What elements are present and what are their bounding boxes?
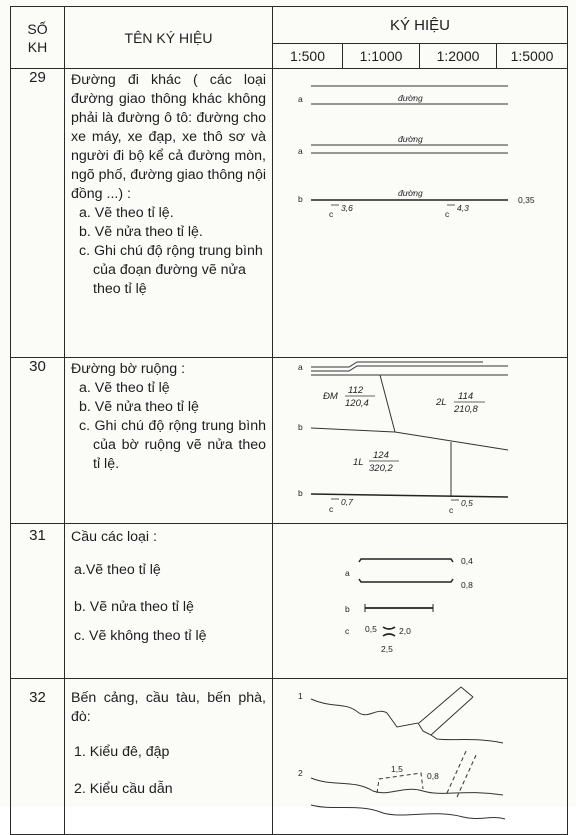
row-30-symbol — [273, 358, 568, 524]
header-number-line1: SỐ — [27, 20, 48, 37]
w2-value: 0,8 — [461, 580, 473, 590]
row-29-item-a: a. Vẽ theo tỉ lệ. — [79, 205, 174, 221]
c2-value: 0,5 — [461, 498, 473, 508]
row-30-number: 30 — [11, 358, 65, 524]
parcel-3-bottom: 320,2 — [369, 463, 393, 474]
scale-5000: 1:5000 — [497, 44, 568, 69]
row-32-item-2: 2. Kiểu cầu dẫn — [74, 781, 173, 797]
row-30-item-b: b. Vẽ nửa theo tỉ lệ — [79, 399, 199, 415]
row-29-item-c: c. Ghi chú độ rộng trung bình của đoạn đường vẽ nửa theo tỉ lệ — [79, 243, 263, 297]
row-32 — [11, 679, 568, 835]
label-b2: b — [298, 488, 303, 498]
c2-value: 4,3 — [457, 203, 469, 213]
row-30-item-a: a. Vẽ theo tỉ lệ — [79, 380, 170, 396]
parcel-1-top: 112 — [348, 385, 364, 396]
d1-value: 1,5 — [391, 764, 403, 774]
c1-value: 0,7 — [341, 497, 353, 507]
label-a: a — [345, 568, 350, 578]
parcel-1-bottom: 120,4 — [345, 398, 369, 409]
row-31-symbol — [273, 524, 568, 679]
row-31-number: 31 — [11, 524, 65, 679]
header-number-line2: KH — [27, 38, 48, 55]
parcel-2-top: 114 — [458, 391, 474, 402]
c-right-value: 2,0 — [399, 626, 411, 636]
row-31-item-a: a.Vẽ theo tỉ lệ — [74, 562, 161, 578]
row-29-item-b: b. Vẽ nửa theo tỉ lệ. — [79, 224, 203, 240]
row-32-description — [65, 679, 273, 835]
label-a: a — [298, 362, 303, 372]
row-31-item-b: b. Vẽ nửa theo tỉ lệ — [74, 599, 194, 615]
c-bottom-value: 2,5 — [381, 644, 393, 654]
row-29-title: Đường đi khác ( các loại đường giao thông khác không phải là đường ô tô: đường cho xe máy, xe đạp, xe thô sơ và người đi bộ kể cả đường mòn, ngõ phố, đường giao thông nội đồng ...) : — [71, 72, 266, 202]
parcel-2-bottom: 210,8 — [454, 404, 478, 415]
label-c1: c — [329, 209, 334, 219]
scale-500: 1:500 — [273, 44, 343, 69]
row-32-title: Bến cảng, cầu tàu, bến phà, đò: — [71, 690, 266, 725]
parcel-3-top: 124 — [373, 450, 389, 461]
label-b: b — [345, 604, 350, 614]
row-29-symbol — [273, 69, 568, 358]
row-32-item-1: 1. Kiểu đê, đập — [74, 744, 170, 760]
row-29-number: 29 — [11, 69, 65, 358]
row-31-title: Cầu các loại : — [71, 529, 157, 545]
scale-2000: 1:2000 — [420, 44, 497, 69]
label-b: b — [298, 194, 303, 204]
row-29 — [11, 69, 568, 358]
row-31-item-c: c. Vẽ không theo tỉ lệ — [74, 628, 207, 644]
row-30-description — [65, 358, 273, 524]
label-a2: a — [298, 146, 303, 156]
label-c2: c — [445, 209, 450, 219]
header-name: TÊN KÝ HIỆU — [65, 7, 273, 69]
label-a1: a — [298, 94, 303, 104]
symbol-legend-table — [10, 6, 568, 835]
c1-value: 3,6 — [341, 203, 353, 213]
row-30-item-c: c. Ghi chú độ rộng trung bình của bờ ruộng vẽ nửa theo tỉ lệ. — [79, 418, 266, 472]
header-symbol: KÝ HIỆU — [273, 7, 568, 44]
row-30-title: Đường bờ ruộng : — [71, 361, 186, 377]
parcel-1-code: ĐM — [323, 391, 338, 402]
road-label-3: đường — [398, 188, 423, 198]
road-label-2: đường — [398, 134, 423, 144]
label-1: 1 — [298, 691, 303, 701]
row-31-description — [65, 524, 273, 679]
width-label: 0,35 — [518, 195, 535, 205]
row-32-number: 32 — [11, 679, 65, 835]
parcel-3-code: 1L — [353, 457, 364, 468]
road-label-1: đường — [398, 93, 423, 103]
d2-value: 0,8 — [427, 771, 439, 781]
c-left-value: 0,5 — [365, 624, 377, 634]
row-31 — [11, 524, 568, 679]
label-c1: c — [329, 504, 334, 514]
label-c: c — [345, 626, 350, 636]
w1-value: 0,4 — [461, 556, 473, 566]
scale-1000: 1:1000 — [343, 44, 420, 69]
label-b1: b — [298, 422, 303, 432]
field-bank-symbol — [273, 358, 568, 518]
label-2: 2 — [298, 768, 303, 778]
row-32-symbol — [273, 679, 568, 835]
header-number — [11, 7, 65, 69]
label-c2: c — [449, 505, 454, 515]
row-29-description — [65, 69, 273, 358]
footpath-symbol — [273, 69, 568, 352]
row-30 — [11, 358, 568, 524]
bridge-symbol — [273, 524, 568, 673]
parcel-2-code: 2L — [436, 397, 447, 408]
